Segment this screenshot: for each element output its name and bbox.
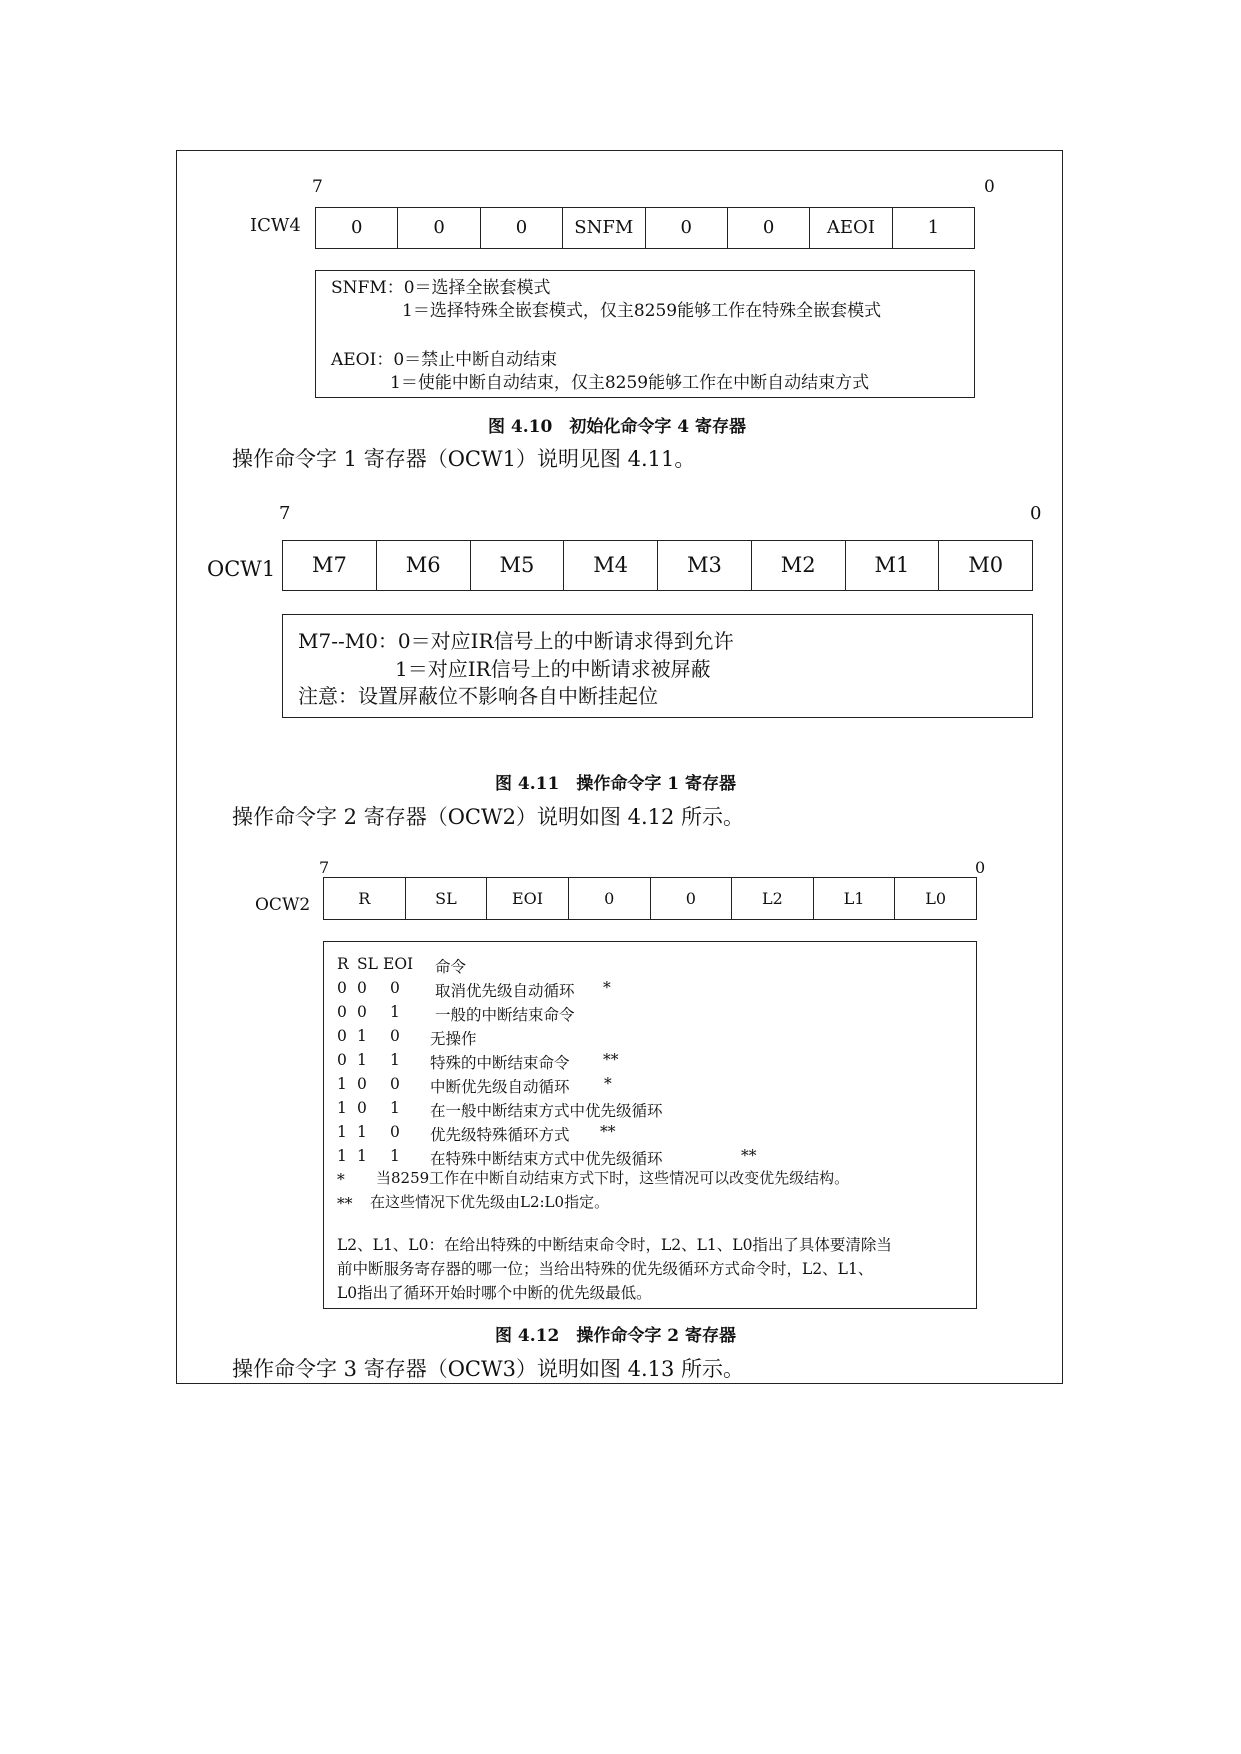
ocw2-row-eoi: 0 <box>390 1027 400 1045</box>
ocw1-bit-5: M5 <box>470 541 564 590</box>
ocw2-row-note: ** <box>600 1123 616 1141</box>
ocw1-caption: 图 4.11 操作命令字 1 寄存器 <box>495 774 736 794</box>
ocw2-row-cmd: 优先级特殊循环方式 <box>430 1126 570 1144</box>
ocw2-row-sl: 0 <box>357 1099 367 1117</box>
ocw1-desc-mask: M7--M0：0＝对应IR信号上的中断请求得到允许 <box>298 629 734 653</box>
ocw2-register <box>323 877 977 920</box>
ocw1-bit-2: M2 <box>751 541 845 590</box>
ocw2-bit-3: 0 <box>650 878 732 919</box>
icw4-desc-snfm: SNFM：0＝选择全嵌套模式 <box>331 278 551 298</box>
ocw2-bit-5: EOI <box>486 878 568 919</box>
document-frame <box>176 150 1063 1384</box>
ocw2-row-note: ** <box>741 1147 757 1165</box>
ocw2-row-note: * <box>604 1075 612 1093</box>
icw4-bit-2: 0 <box>727 208 809 248</box>
icw4-bit-3: 0 <box>645 208 727 248</box>
ocw2-row-sl: 1 <box>357 1123 367 1141</box>
ocw2-row-note: ** <box>603 1051 619 1069</box>
para-ocw1-intro: 操作命令字 1 寄存器（OCW1）说明见图 4.11。 <box>232 447 696 471</box>
ocw2-footnote1: 当8259工作在中断自动结束方式下时，这些情况可以改变优先级结构。 <box>376 1169 850 1187</box>
ocw2-row-eoi: 0 <box>390 979 400 997</box>
icw4-register <box>315 207 975 249</box>
ocw2-row-note: * <box>603 979 611 997</box>
icw4-desc-aeoi-1: 1＝使能中断自动结束，仅主8259能够工作在中断自动结束方式 <box>390 373 870 393</box>
ocw2-header-cmd: 命令 <box>435 958 467 976</box>
ocw2-row-cmd: 一般的中断结束命令 <box>435 1006 575 1024</box>
ocw2-row-r: 0 <box>337 1003 347 1021</box>
icw4-bit-7: 0 <box>350 217 363 238</box>
ocw2-l-desc-3: L0指出了循环开始时哪个中断的优先级最低。 <box>337 1284 652 1302</box>
ocw2-row-sl: 0 <box>357 979 367 997</box>
ocw2-bit-4: 0 <box>568 878 650 919</box>
ocw1-bit-low: 0 <box>1030 503 1042 524</box>
ocw2-row-eoi: 0 <box>390 1075 400 1093</box>
ocw2-row-sl: 1 <box>357 1051 367 1069</box>
icw4-bit-0: 1 <box>892 208 974 248</box>
ocw2-row-eoi: 0 <box>390 1123 400 1141</box>
icw4-description <box>315 270 975 398</box>
ocw2-row-r: 0 <box>337 1051 347 1069</box>
icw4-desc-aeoi: AEOI：0＝禁止中断自动结束 <box>331 350 558 370</box>
ocw2-bit-2: L2 <box>731 878 813 919</box>
icw4-bit-5: 0 <box>480 208 562 248</box>
para-ocw3-intro: 操作命令字 3 寄存器（OCW3）说明如图 4.13 所示。 <box>232 1357 745 1381</box>
ocw2-header-sl: SL <box>357 955 378 973</box>
ocw2-row-r: 1 <box>337 1123 347 1141</box>
ocw2-bit-7: R <box>358 888 371 908</box>
icw4-label: ICW4 <box>250 215 301 236</box>
ocw2-bit-1: L1 <box>813 878 895 919</box>
icw4-bit-6: 0 <box>397 208 479 248</box>
ocw1-desc-mask-1: 1＝对应IR信号上的中断请求被屏蔽 <box>395 657 711 681</box>
icw4-bit-high: 7 <box>312 177 323 197</box>
ocw1-bit-3: M3 <box>657 541 751 590</box>
ocw1-bit-7: M7 <box>311 553 347 577</box>
ocw2-row-r: 1 <box>337 1147 347 1165</box>
ocw2-footnote1-mark: * <box>337 1171 345 1189</box>
ocw1-desc-note: 注意：设置屏蔽位不影响各自中断挂起位 <box>298 684 658 708</box>
ocw2-row-cmd: 无操作 <box>430 1030 477 1048</box>
icw4-bit-low: 0 <box>984 177 995 197</box>
ocw1-bit-high: 7 <box>279 503 291 524</box>
ocw2-row-sl: 0 <box>357 1003 367 1021</box>
ocw1-bit-4: M4 <box>563 541 657 590</box>
ocw2-row-cmd: 中断优先级自动循环 <box>430 1078 570 1096</box>
ocw1-description <box>282 614 1033 718</box>
ocw2-header-eoi: EOI <box>383 955 414 973</box>
ocw2-row-cmd: 在一般中断结束方式中优先级循环 <box>430 1102 663 1120</box>
ocw2-l-desc-2: 前中断服务寄存器的哪一位；当给出特殊的优先级循环方式命令时，L2、L1、 <box>337 1260 874 1278</box>
ocw2-row-sl: 1 <box>357 1027 367 1045</box>
ocw2-row-cmd: 取消优先级自动循环 <box>435 982 575 1000</box>
ocw1-label: OCW1 <box>207 557 276 581</box>
ocw2-row-eoi: 1 <box>390 1147 400 1165</box>
ocw2-bit-6: SL <box>405 878 487 919</box>
ocw2-row-r: 1 <box>337 1075 347 1093</box>
ocw2-caption: 图 4.12 操作命令字 2 寄存器 <box>495 1326 736 1346</box>
ocw2-footnote2: 在这些情况下优先级由L2:L0指定。 <box>370 1193 610 1211</box>
ocw2-row-r: 1 <box>337 1099 347 1117</box>
ocw1-bit-0: M0 <box>938 541 1032 590</box>
ocw2-bit-0: L0 <box>894 878 976 919</box>
ocw1-bit-1: M1 <box>845 541 939 590</box>
ocw2-footnote2-mark: ** <box>337 1195 353 1213</box>
ocw2-row-cmd: 特殊的中断结束命令 <box>430 1054 570 1072</box>
ocw2-row-sl: 1 <box>357 1147 367 1165</box>
ocw2-description <box>323 941 977 1309</box>
ocw2-label: OCW2 <box>255 895 311 915</box>
ocw2-row-r: 0 <box>337 979 347 997</box>
icw4-bit-1: AEOI <box>809 208 891 248</box>
ocw2-row-r: 0 <box>337 1027 347 1045</box>
ocw2-bit-low: 0 <box>975 858 986 877</box>
ocw2-bit-high: 7 <box>319 858 330 877</box>
ocw2-row-sl: 0 <box>357 1075 367 1093</box>
ocw1-register <box>282 540 1033 591</box>
icw4-bit-4: SNFM <box>562 208 644 248</box>
ocw2-row-eoi: 1 <box>390 1099 400 1117</box>
icw4-caption: 图 4.10 初始化命令字 4 寄存器 <box>488 417 746 437</box>
ocw2-l-desc-1: L2、L1、L0：在给出特殊的中断结束命令时，L2、L1、L0指出了具体要清除当 <box>337 1236 892 1254</box>
ocw2-row-eoi: 1 <box>390 1051 400 1069</box>
icw4-desc-snfm-1: 1＝选择特殊全嵌套模式，仅主8259能够工作在特殊全嵌套模式 <box>402 301 882 321</box>
ocw2-header-r: R <box>337 955 349 973</box>
ocw2-row-cmd: 在特殊中断结束方式中优先级循环 <box>430 1150 663 1168</box>
ocw1-bit-6: M6 <box>376 541 470 590</box>
ocw2-row-eoi: 1 <box>390 1003 400 1021</box>
para-ocw2-intro: 操作命令字 2 寄存器（OCW2）说明如图 4.12 所示。 <box>232 805 745 829</box>
